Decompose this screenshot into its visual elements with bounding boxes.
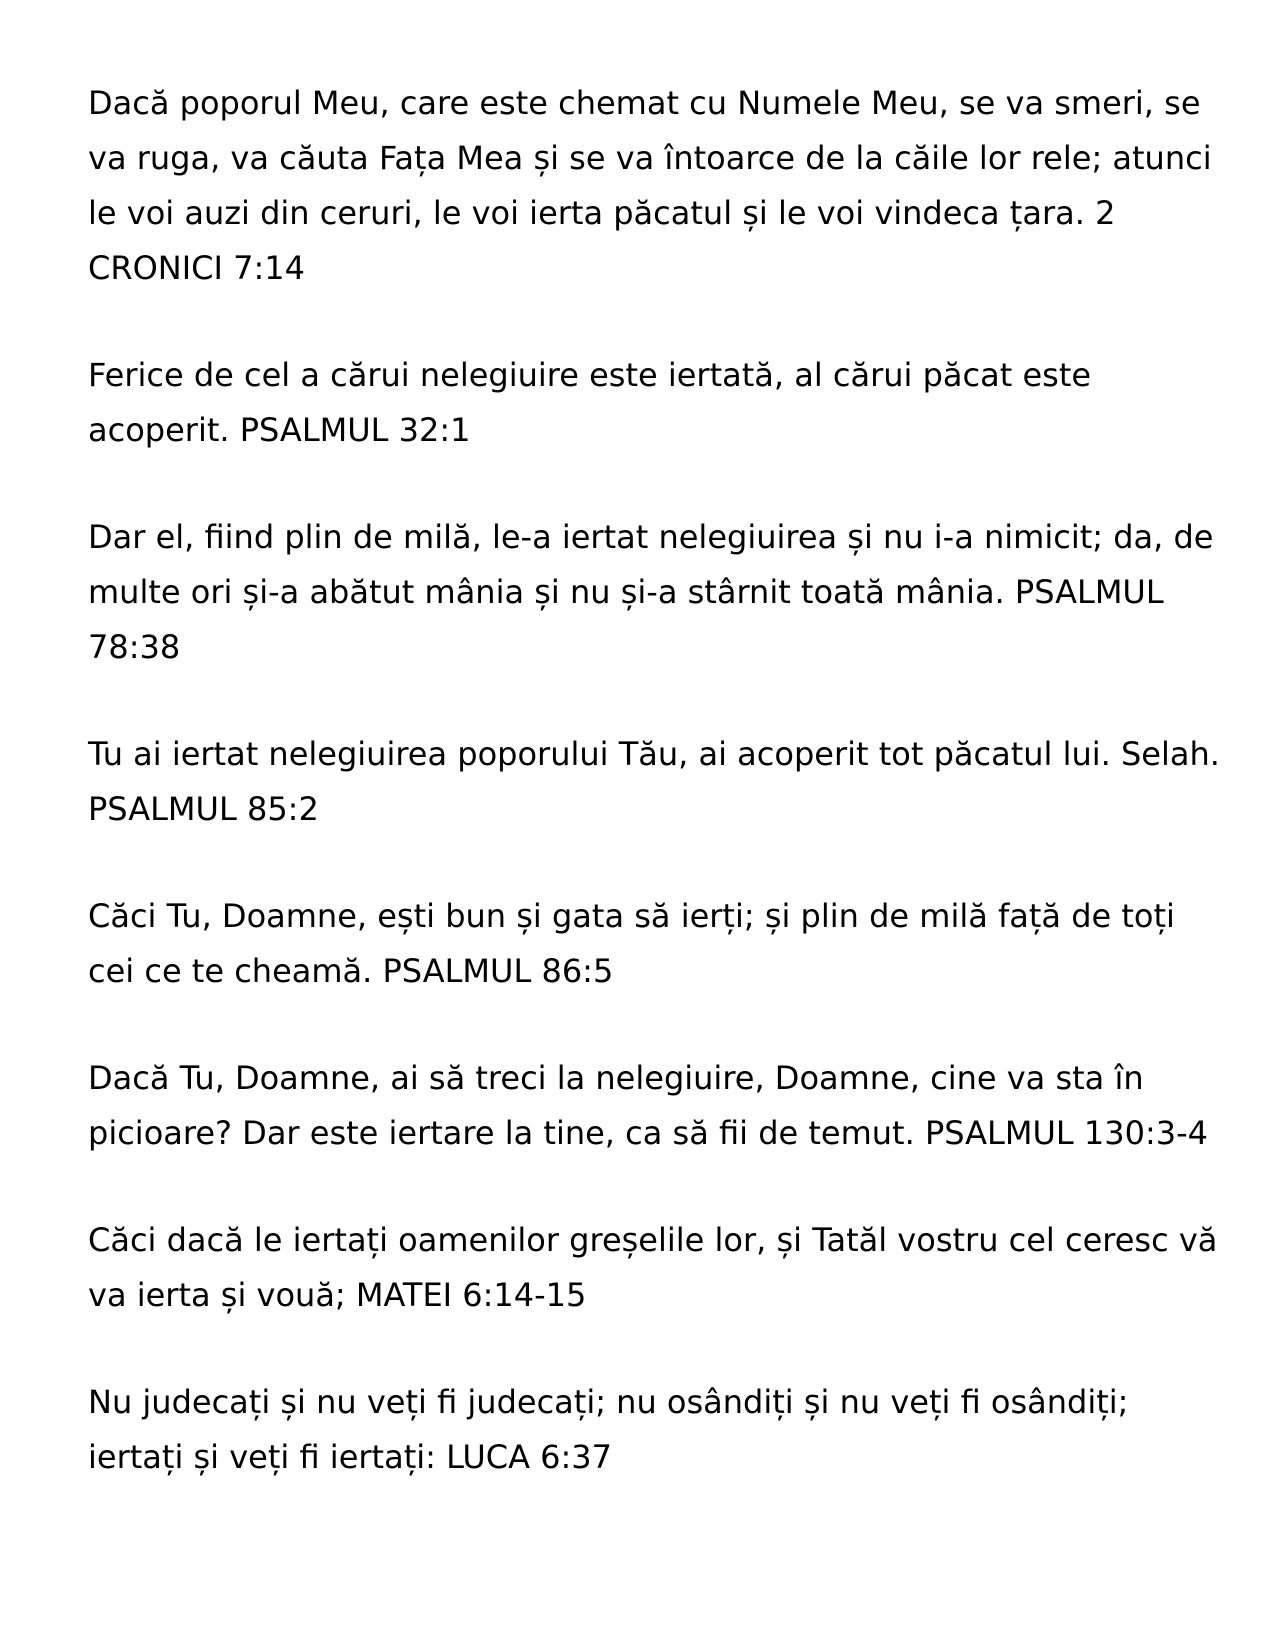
verse-paragraph: Dacă Tu, Doamne, ai să treci la nelegiuire, Doamne, cine va sta în picioare? Dar este iertare la tine, ca să fii de temut. PSALMUL 130:3-4 [88, 1059, 1209, 1152]
verse-paragraph: Nu judecați și nu veți fi judecați; nu osândiți și nu veți fi osândiți; iertați și veți fi iertați: LUCA 6:37 [88, 1383, 1129, 1476]
verse-paragraph: Căci Tu, Doamne, ești bun și gata să ierți; și plin de milă față de toți cei ce te cheamă. PSALMUL 86:5 [88, 897, 1175, 990]
verse-paragraph: Căci dacă le iertați oamenilor greșelile lor, și Tatăl vostru cel ceresc vă va ierta și vouă; MATEI 6:14-15 [88, 1221, 1218, 1314]
verse-paragraph: Ferice de cel a cărui nelegiuire este iertată, al cărui păcat este acoperit. PSALMUL 32:1 [88, 356, 1092, 449]
verse-paragraph: Dacă poporul Meu, care este chemat cu Numele Meu, se va smeri, se va ruga, va căuta Fața Mea și se va întoarce de la căile lor rele; atunci le voi auzi din ceruri, le voi ierta păcatul și le voi vindeca țara. 2 CRONICI 7:14 [88, 84, 1212, 287]
verse-paragraph: Dar el, fiind plin de milă, le-a iertat nelegiuirea și nu i-a nimicit; da, de multe ori și-a abătut mânia și nu și-a stârnit toată mânia. PSALMUL 78:38 [88, 518, 1214, 666]
verse-paragraph: Tu ai iertat nelegiuirea poporului Tău, ai acoperit tot păcatul lui. Selah. PSALMUL 85:2 [88, 735, 1220, 828]
verse-list [88, 76, 1228, 1485]
